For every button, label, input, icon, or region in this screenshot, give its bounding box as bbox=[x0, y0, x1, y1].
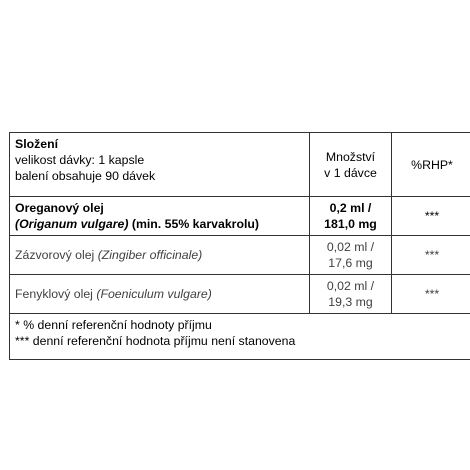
composition-title: Složení bbox=[15, 137, 59, 151]
ingredient-extra: (min. 55% karvakrolu) bbox=[128, 217, 259, 231]
footnote-row bbox=[10, 314, 470, 360]
header-row bbox=[10, 133, 470, 197]
ingredient-cell bbox=[10, 236, 310, 275]
rhp-cell bbox=[392, 275, 470, 314]
table-row bbox=[10, 275, 470, 314]
header-composition-cell bbox=[10, 133, 310, 197]
amount-line2: 17,6 mg bbox=[328, 256, 373, 270]
ingredient-name: Oreganový olej bbox=[15, 201, 104, 215]
rhp-value: *** bbox=[424, 287, 440, 301]
ingredient-name: Fenyklový olej bbox=[15, 287, 97, 301]
ingredient-latin: (Zingiber officinale) bbox=[97, 248, 203, 262]
ingredient-name: Zázvorový olej bbox=[15, 248, 98, 262]
ingredient-latin: (Origanum vulgare) bbox=[15, 217, 129, 231]
package-count: balení obsahuje 90 dávek bbox=[15, 169, 156, 183]
composition-table bbox=[9, 132, 470, 360]
serving-size: velikost dávky: 1 kapsle bbox=[15, 153, 145, 167]
rhp-value: *** bbox=[424, 209, 440, 223]
header-amount-cell bbox=[310, 133, 392, 197]
rhp-header: %RHP* bbox=[411, 157, 453, 172]
amount-line2: 181,0 mg bbox=[324, 217, 377, 231]
table-row bbox=[10, 197, 470, 236]
amount-cell bbox=[310, 275, 392, 314]
amount-line2: 19,3 mg bbox=[328, 295, 373, 309]
amount-cell bbox=[310, 236, 392, 275]
ingredient-cell bbox=[10, 275, 310, 314]
amount-line1: 0,2 ml / bbox=[329, 201, 372, 215]
footnote-cell bbox=[10, 314, 470, 360]
rhp-value: *** bbox=[424, 248, 440, 262]
header-rhp-cell bbox=[392, 133, 470, 197]
amount-cell bbox=[310, 197, 392, 236]
table-row bbox=[10, 236, 470, 275]
amount-line1: 0,02 ml / bbox=[326, 240, 375, 254]
ingredient-latin: (Foeniculum vulgare) bbox=[96, 287, 212, 301]
rhp-cell bbox=[392, 236, 470, 275]
amount-header-line1: Množství bbox=[325, 149, 376, 164]
ingredient-cell bbox=[10, 197, 310, 236]
amount-header-line2: v 1 dávce bbox=[324, 165, 377, 180]
footnote-rhp: * % denní referenční hodnoty příjmu bbox=[15, 318, 212, 332]
footnote-not-set: *** denní referenční hodnota příjmu není stanovena bbox=[15, 334, 296, 348]
amount-line1: 0,02 ml / bbox=[326, 279, 375, 293]
rhp-cell bbox=[392, 197, 470, 236]
